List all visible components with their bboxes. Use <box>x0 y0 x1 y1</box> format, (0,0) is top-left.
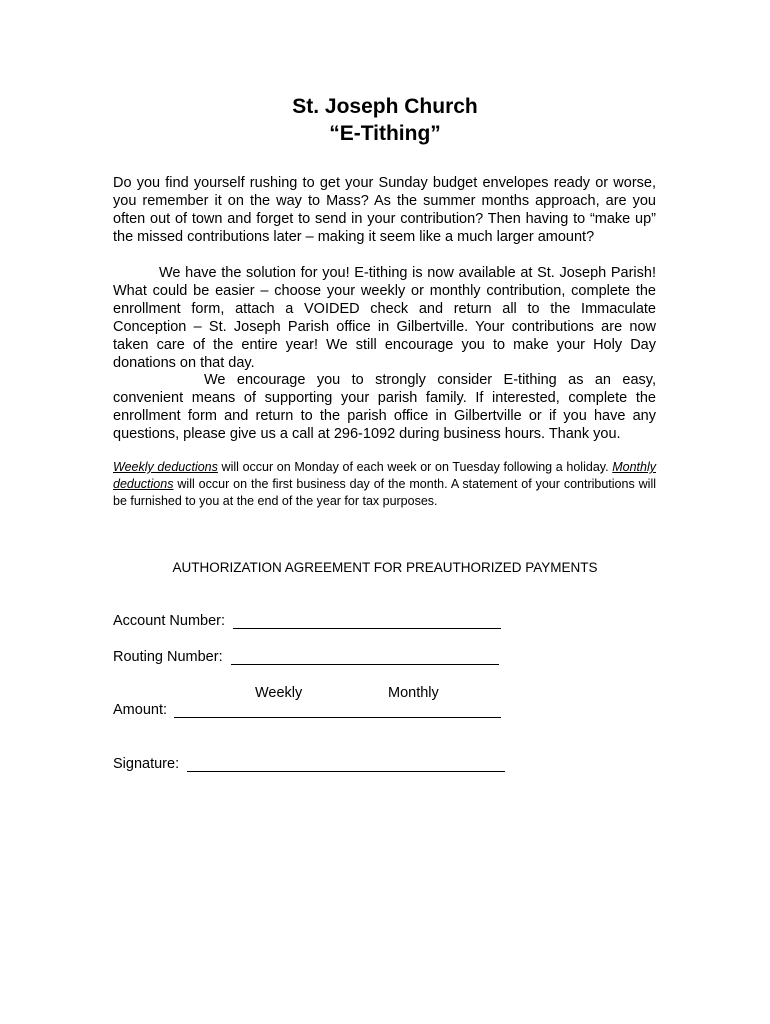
amount-field[interactable] <box>174 717 501 718</box>
intro-paragraph: Do you find yourself rushing to get your Sunday budget envelopes ready or worse, you remember it on the way to Mass? As the summer months approach, are you often out of town and forget to send in your contribution? Then having to “make up” the missed contributions later – making it seem like a much larger amount? <box>113 175 656 245</box>
program-title: “E-Tithing” <box>329 122 441 145</box>
signature-label: Signature: <box>113 756 180 772</box>
routing-number-label: Routing Number: <box>113 649 223 665</box>
account-number-field[interactable] <box>233 628 501 629</box>
deductions-paragraph <box>113 459 656 510</box>
weekly-deductions-text: will occur on Monday of each week or on Tuesday following a holiday. <box>217 460 613 474</box>
monthly-deductions-text: will occur on the first business day of the month. A statement of your contributions will be furnished to you at the end of the year for tax purposes. <box>113 477 656 508</box>
church-title: St. Joseph Church <box>292 95 478 118</box>
signature-field[interactable] <box>187 771 505 772</box>
weekly-option[interactable]: Weekly <box>255 685 303 701</box>
encouragement-paragraph: We encourage you to strongly consider E-tithing as an easy, convenient means of supporting your parish family. If interested, complete the enrollment form and return to the parish office in Gilbertville or if you have any questions, please give us a call at 296-1092 during business hours. Thank you. <box>113 372 656 442</box>
monthly-deductions-term: Monthly deductions <box>113 460 657 491</box>
monthly-option[interactable]: Monthly <box>388 685 439 701</box>
solution-paragraph: We have the solution for you! E-tithing is now available at St. Joseph Parish! What could be easier – choose your weekly or monthly contribution, complete the enrollment form, attach a VOIDED check and return all to the Immaculate Conception – St. Joseph Parish office in Gilbertville. Your contributions are now taken care of the entire year! We still encourage you to make your Holy Day donations on that day. <box>113 265 656 371</box>
routing-number-field[interactable] <box>231 664 499 665</box>
amount-label: Amount: <box>113 702 167 718</box>
account-number-label: Account Number: <box>113 613 226 629</box>
authorization-heading: AUTHORIZATION AGREEMENT FOR PREAUTHORIZED PAYMENTS <box>172 560 598 575</box>
weekly-deductions-term: Weekly deductions <box>113 460 218 474</box>
